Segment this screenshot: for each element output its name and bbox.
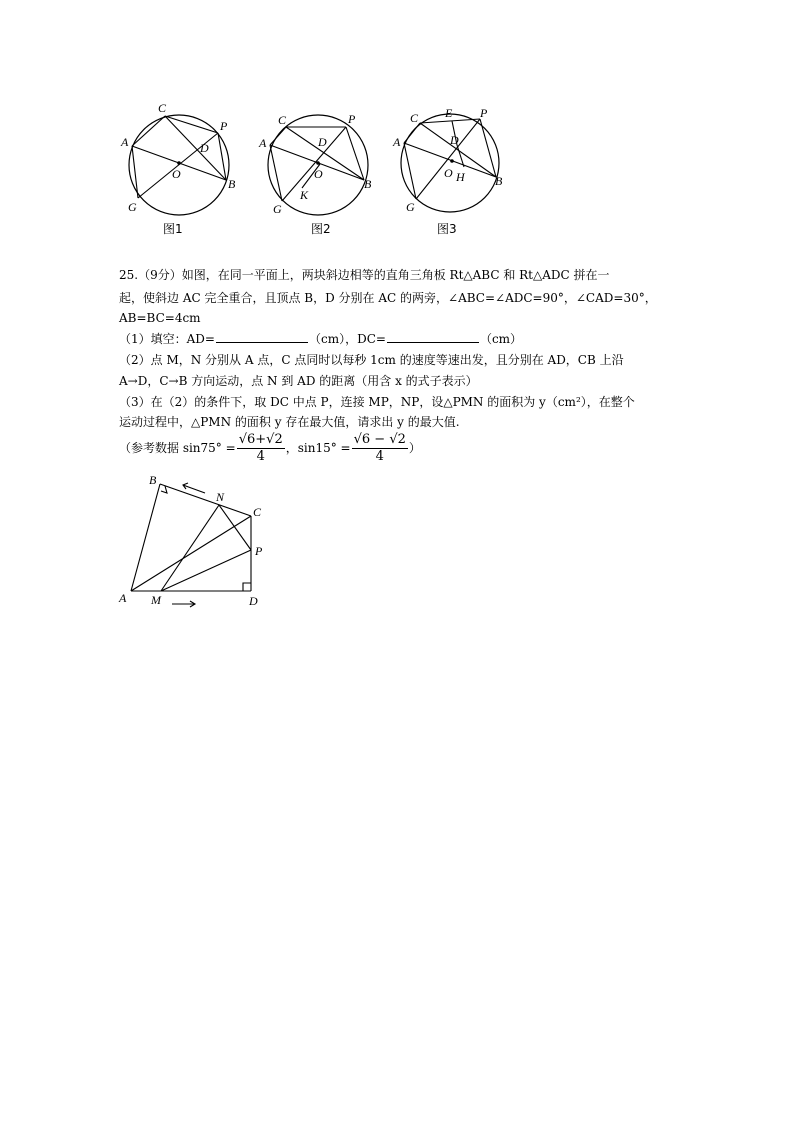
diagram-label-M: M	[151, 593, 161, 607]
sin15-fraction	[352, 432, 408, 465]
plus-sign: +	[255, 432, 267, 447]
question-2-line-2: A→D，C→B 方向运动，点 N 到 AD 的距离（用含 x 的式子表示）	[119, 374, 478, 388]
question-1	[119, 330, 522, 347]
fig2-label-D: D	[318, 135, 327, 149]
diagram-label-N: N	[216, 490, 225, 504]
quadrilateral-diagram	[115, 470, 275, 615]
figure-2-drawing	[258, 95, 388, 240]
fig3-label-D: D	[450, 133, 459, 147]
figure-1	[120, 95, 250, 240]
figure-3-drawing	[392, 95, 522, 240]
fig2-label-A: A	[259, 136, 267, 150]
sin15-numerator	[352, 432, 408, 449]
sqrt2-term: √2	[266, 432, 283, 447]
diagram-label-B: B	[149, 473, 157, 487]
q1-suffix: （cm）	[479, 332, 523, 346]
diagram-label-C: C	[253, 505, 262, 519]
fig2-label-C: C	[278, 113, 287, 127]
q1-prefix: （1）填空：AD=	[119, 332, 215, 346]
sqrt6-term-2: √6	[353, 432, 371, 447]
q1-mid: （cm），DC=	[308, 332, 386, 346]
ref-mid: ，sin15° =	[285, 441, 351, 455]
question-3-line-2: 运动过程中，△PMN 的面积 y 存在最大值，请求出 y 的最大值.	[119, 415, 460, 429]
problem-line-2: 起，使斜边 AC 完全重合，且顶点 B，D 分别在 AC 的两旁，∠ABC=∠ADC=90°，∠CAD=30°，	[119, 291, 657, 305]
fig1-label-D: D	[200, 141, 209, 155]
fig2-label-B: B	[364, 177, 372, 191]
ref-suffix: ）	[408, 441, 421, 455]
fig2-caption: 图2	[311, 222, 331, 236]
fig2-label-G: G	[273, 202, 282, 216]
fig3-label-B: B	[495, 174, 503, 188]
fig3-label-P: P	[480, 106, 488, 120]
quadrilateral-drawing	[115, 470, 275, 615]
figure-2	[258, 95, 388, 240]
figure-3	[392, 95, 522, 240]
question-3-line-1: （3）在（2）的条件下，取 DC 中点 P，连接 MP，NP，设△PMN 的面积为 y（cm²），在整个	[119, 395, 635, 409]
diagram-label-P: P	[255, 544, 263, 558]
fig3-caption: 图3	[437, 222, 457, 236]
fig2-label-O: O	[314, 167, 323, 181]
fig1-label-P: P	[220, 119, 228, 133]
sin15-denominator: 4	[375, 449, 384, 464]
ref-prefix: （参考数据 sin75° =	[119, 441, 236, 455]
reference-data	[119, 432, 421, 465]
fig1-label-O: O	[172, 167, 181, 181]
question-2-line-1: （2）点 M，N 分别从 A 点，C 点同时以每秒 1cm 的速度等速出发，且分别在 AD，CB 上沿	[119, 353, 624, 367]
fig1-label-A: A	[121, 135, 129, 149]
ad-answer-blank[interactable]	[216, 330, 308, 343]
problem-line-1: 25.（9分）如图，在同一平面上，两块斜边相等的直角三角板 Rt△ABC 和 Rt△ADC 拼在一	[119, 268, 610, 282]
fig3-label-E: E	[445, 106, 453, 120]
fig1-label-G: G	[128, 200, 137, 214]
minus-sign: −	[370, 432, 390, 447]
diagram-label-D: D	[249, 594, 258, 608]
problem-line-3: AB=BC=4cm	[119, 311, 201, 325]
fig3-label-A: A	[393, 135, 401, 149]
fig2-label-P: P	[348, 112, 356, 126]
fig1-label-C: C	[158, 101, 167, 115]
sqrt2-term-2: √2	[389, 432, 406, 447]
fig3-label-H: H	[456, 170, 465, 184]
fig3-label-O: O	[444, 166, 453, 180]
sin75-denominator: 4	[256, 449, 265, 464]
sin75-fraction	[237, 432, 285, 465]
fig3-label-G: G	[406, 200, 415, 214]
sqrt6-term: √6	[238, 432, 256, 447]
dc-answer-blank[interactable]	[387, 330, 479, 343]
fig1-label-B: B	[228, 177, 236, 191]
sin75-numerator	[237, 432, 285, 449]
diagram-label-A: A	[119, 591, 127, 605]
figure-1-drawing	[120, 95, 250, 240]
fig2-label-K: K	[300, 188, 309, 202]
fig1-caption: 图1	[163, 222, 183, 236]
fig3-label-C: C	[410, 111, 419, 125]
